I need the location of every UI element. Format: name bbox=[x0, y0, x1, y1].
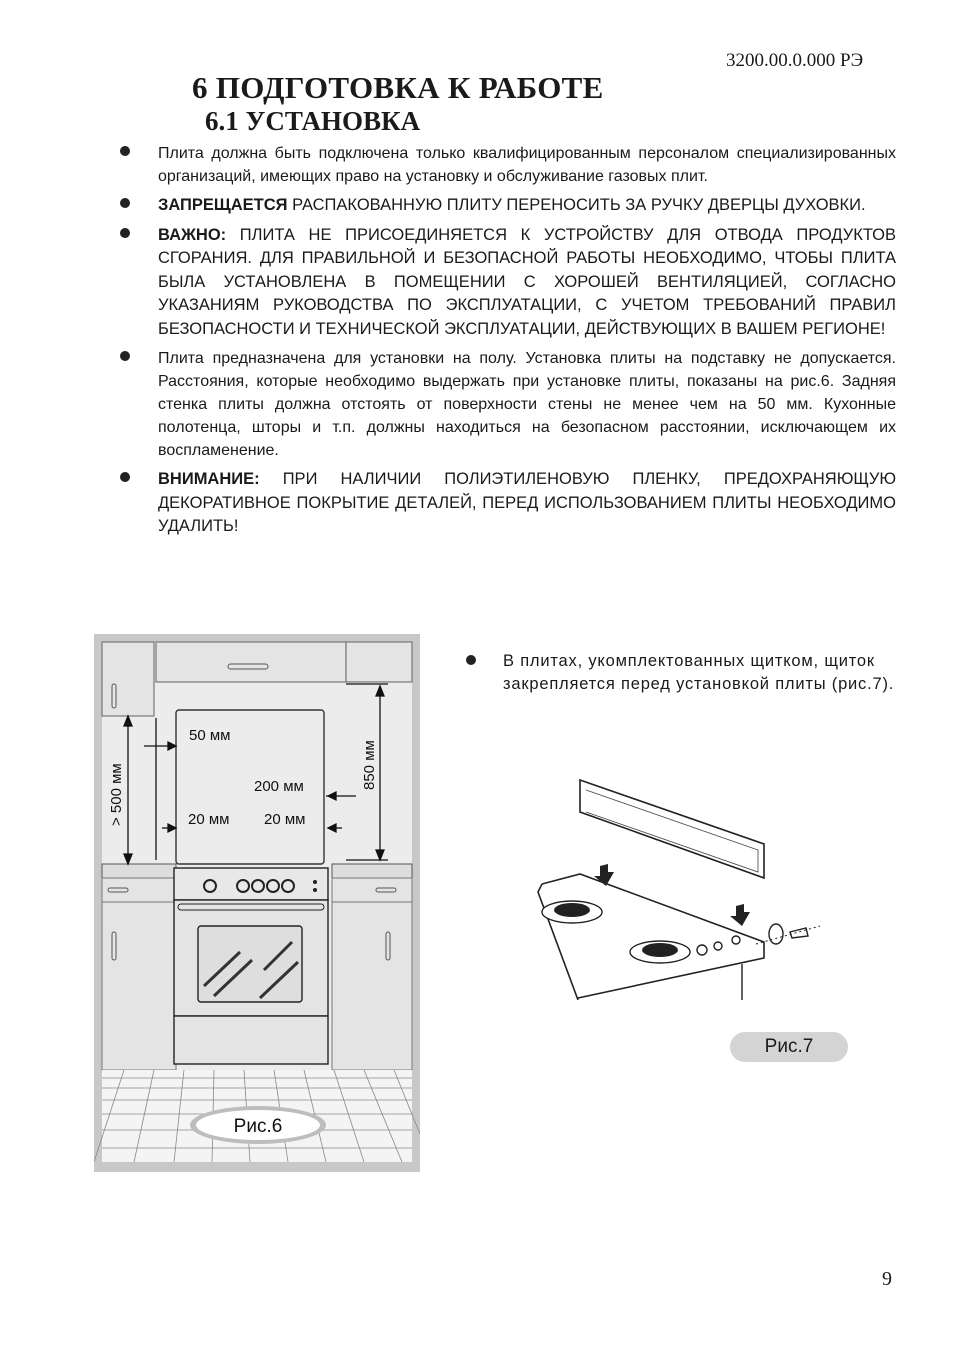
bullet-bold: ЗАПРЕЩАЕТСЯ bbox=[158, 196, 288, 214]
right-bullet-text: В плитах, укомплектованных щитком, щиток закрепляется перед установкой плиты (рис.7). bbox=[503, 652, 895, 693]
bullet-dot-icon bbox=[120, 198, 130, 208]
bullet-item bbox=[120, 142, 896, 188]
bullet-item bbox=[120, 224, 896, 342]
dim-850mm: 850 мм bbox=[361, 740, 378, 790]
dim-500mm: > 500 мм bbox=[108, 763, 125, 826]
bullet-item bbox=[120, 468, 896, 539]
bullet-text: РАСПАКОВАННУЮ ПЛИТУ ПЕРЕНОСИТЬ ЗА РУЧКУ ДВЕРЦЫ ДУХОВКИ. bbox=[287, 196, 866, 214]
subsection-title: 6.1 УСТАНОВКА bbox=[205, 106, 421, 136]
figure-6-caption: Рис.6 bbox=[233, 1116, 283, 1137]
bullet-text: ПЛИТА НЕ ПРИСОЕДИНЯЕТСЯ К УСТРОЙСТВУ ДЛЯ ОТВОДА ПРОДУКТОВ СГОРАНИЯ. ДЛЯ ПРАВИЛЬНОЙ И БЕЗОПАСНОЙ РАБОТЫ НЕОБХОДИМО, ЧТОБЫ ПЛИТА БЫЛА УСТАНОВЛЕНА В ПОМЕЩЕНИИ С ХОРОШЕЙ ВЕНТИЛЯЦИЕЙ, СОГЛАСНО УКАЗАНИЯМ РУКОВОДСТВА ПО ЭКСПЛУАТАЦИИ, С УЧЕТОМ ТРЕБОВАНИЙ ПРАВИЛ БЕЗОПАСНОСТИ И ТЕХНИЧЕСКОЙ ЭКСПЛУАТАЦИИ, ДЕЙСТВУЮЩИХ В ВАШЕМ РЕГИОНЕ! bbox=[158, 225, 896, 338]
bullet-text: Плита предназначена для установки на полу. Установка плиты на подставку не допускается. Расстояния, которые необходимо выдержать при установке плиты, показаны на рис.6. Задняя стенка плиты должна отстоять от поверхности стены не менее чем на 50 мм. Кухонные полотенца, шторы и т.п. должны находиться на безопасном расстоянии, исключающем их воспламенение. bbox=[158, 350, 896, 459]
bullet-dot-icon bbox=[120, 146, 130, 156]
bullet-dot-icon bbox=[120, 472, 130, 482]
dim-20mm-right: 20 мм bbox=[264, 811, 306, 828]
bullet-item bbox=[120, 347, 896, 462]
bullet-dot-icon bbox=[120, 351, 130, 361]
figure-7-panel-diagram bbox=[520, 768, 840, 1008]
figure-6-installation-diagram bbox=[94, 634, 420, 1172]
bullet-item bbox=[120, 194, 896, 218]
bullet-text: Плита должна быть подключена только квалифицированным персоналом специализированных организаций, имеющих право на установку и обслуживание газовых плит. bbox=[158, 145, 896, 185]
bullet-dot-icon bbox=[466, 655, 476, 665]
dim-20mm-left: 20 мм bbox=[188, 811, 230, 828]
dim-200mm: 200 мм bbox=[254, 778, 304, 795]
bullet-dot-icon bbox=[120, 228, 130, 238]
page-number: 9 bbox=[882, 1268, 892, 1290]
section-title: 6 ПОДГОТОВКА К РАБОТЕ bbox=[192, 70, 604, 105]
bullet-bold: ВАЖНО: bbox=[158, 225, 227, 244]
bullet-list bbox=[120, 142, 896, 545]
bullet-text: ПРИ НАЛИЧИИ ПОЛИЭТИЛЕНОВУЮ ПЛЕНКУ, ПРЕДОХРАНЯЮЩУЮ ДЕКОРАТИВНОЕ ПОКРЫТИЕ ДЕТАЛЕЙ, ПЕРЕД ИСПОЛЬЗОВАНИЕМ ПЛИТЫ НЕОБХОДИМО УДАЛИТЬ! bbox=[158, 470, 896, 535]
dim-50mm: 50 мм bbox=[189, 727, 231, 744]
document-number: 3200.00.0.000 РЭ bbox=[726, 50, 864, 71]
right-bullet bbox=[466, 650, 933, 696]
figure-7-caption: Рис.7 bbox=[730, 1032, 848, 1062]
bullet-bold: ВНИМАНИЕ: bbox=[158, 470, 260, 488]
